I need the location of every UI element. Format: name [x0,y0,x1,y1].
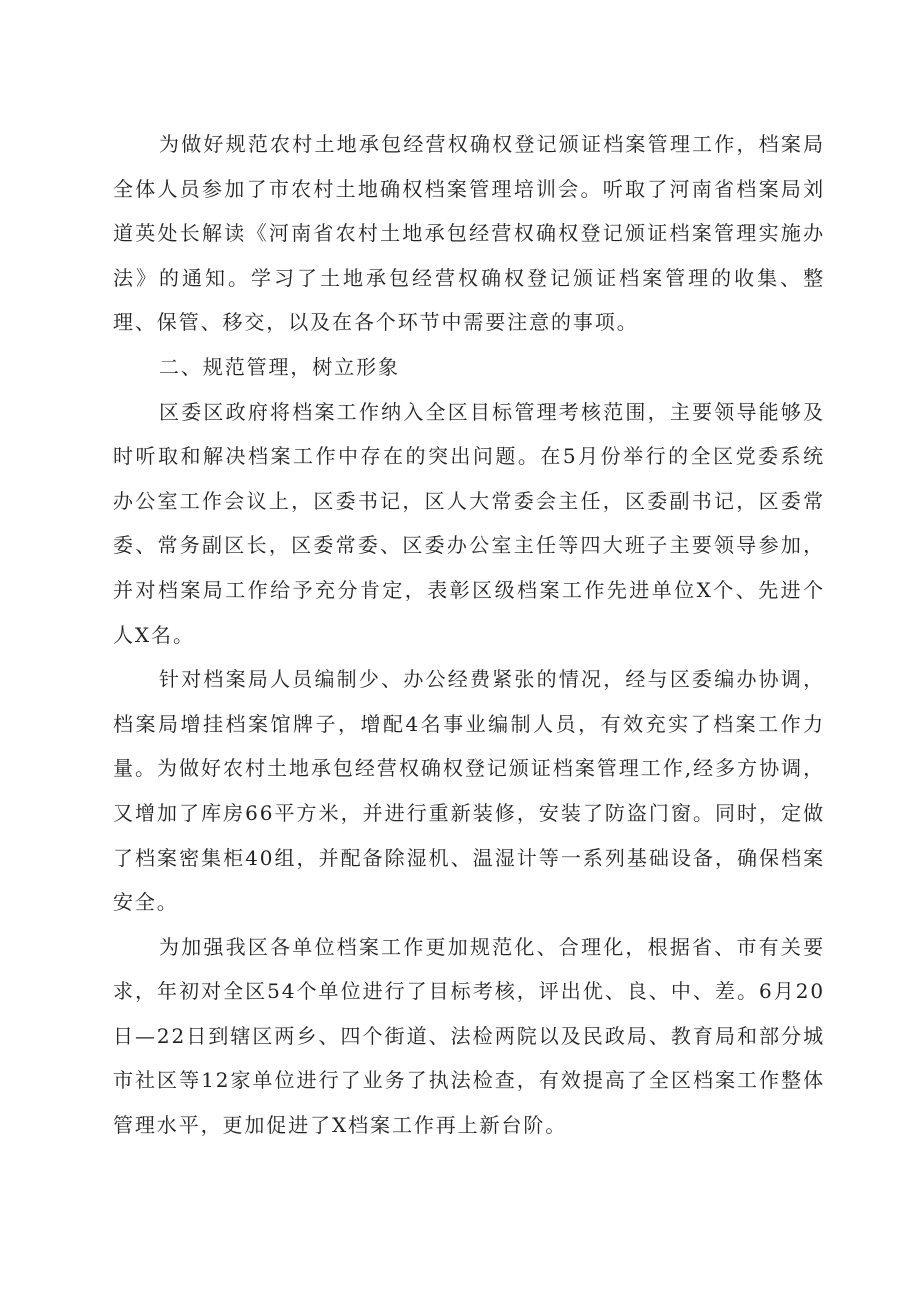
paragraph-leadership: 区委区政府将档案工作纳入全区目标管理考核范围，主要领导能够及时听取和解决档案工作中存在的突出问题。在5月份举行的全区党委系统办公室工作会议上，区委书记，区人大常委会主任，区委副书记，区委常委、常务副区长，区委常委、区委办公室主任等四大班子主要领导参加，并对档案局工作给予充分肯定，表彰区级档案工作先进单位X个、先进个人X名。 [113,399,825,647]
paragraph-inspection: 为加强我区各单位档案工作更加规范化、合理化，根据省、市有关要求，年初对全区54个单位进行了目标考核，评出优、良、中、差。6月20日—22日到辖区两乡、四个街道、法检两院以及民政局、教育局和部分城市社区等12家单位进行了业务了执法检查，有效提高了全区档案工作整体管理水平，更加促进了X档案工作再上新台阶。 [113,934,825,1138]
paragraph-training: 为做好规范农村土地承包经营权确权登记颁证档案管理工作，档案局全体人员参加了市农村土地确权档案管理培训会。听取了河南省档案局刘道英处长解读《河南省农村土地承包经营权确权登记颁证档案管理实施办法》的通知。学习了土地承包经营权确权登记颁证档案管理的收集、整理、保管、移交，以及在各个环节中需要注意的事项。 [113,132,825,335]
document-body [113,122,825,1148]
section-heading: 二、规范管理，树立形象 [159,354,400,379]
paragraph-staffing: 针对档案局人员编制少、办公经费紧张的情况，经与区委编办协调，档案局增挂档案馆牌子，增配4名事业编制人员，有效充实了档案工作力量。为做好农村土地承包经营权确权登记颁证档案管理工作,经多方协调，又增加了库房66平方米，并进行重新装修，安装了防盗门窗。同时，定做了档案密集柜40组，并配备除湿机、温湿计等一系列基础设备，确保档案安全。 [113,667,825,915]
